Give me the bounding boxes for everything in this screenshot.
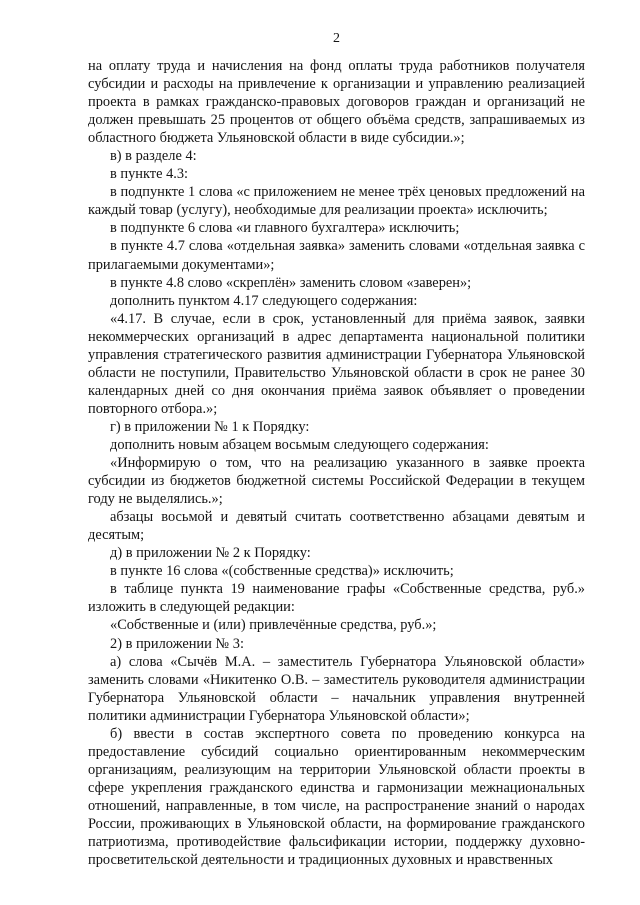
paragraph: в) в разделе 4:: [110, 148, 197, 165]
paragraph: г) в приложении № 1 к Порядку:: [110, 418, 310, 435]
paragraph: дополнить новым абзацем восьмым следующего содержания:: [110, 436, 489, 453]
paragraph: «Собственные и (или) привлечённые средства, руб.»;: [110, 617, 437, 634]
paragraph: в пункте 4.8 слово «скреплён» заменить словом «заверен»;: [110, 274, 472, 291]
paragraph: абзацы восьмой и девятый считать соответственно абзацами девятым и десятым;: [88, 509, 585, 544]
paragraph: «4.17. В случае, если в срок, установленный для приёма заявок, заявки некоммерческих организаций в адрес департамента национальной политики управления стратегического развития администрации Губернатора Ульяновской области не поступили, Правительство Ульяновской области в срок не ранее 30 календарных дней со дня окончания приёма заявок объявляет о проведении повторного отбора.»;: [88, 310, 585, 417]
paragraph: в пункте 4.3:: [110, 166, 189, 183]
paragraph: в подпункте 6 слова «и главного бухгалтера» исключить;: [110, 220, 460, 237]
paragraph: б) ввести в состав экспертного совета по проведению конкурса на предоставление субсидий социально ориентированным некоммерческим организациям, реализующим на территории Ульяновской области проекты в сфере укрепления гражданского единства и гармонизации межнациональных отношений, направленные, в том числе, на распространение знаний о народах России, проживающих в Ульяновской области, на формирование гражданского патриотизма, противодействие фальсификации истории, поддержку духовно-просветительской деятельности и традиционных духовных и нравственных: [88, 725, 585, 869]
page-number: 2: [333, 31, 340, 46]
paragraph: 2) в приложении № 3:: [110, 635, 244, 652]
paragraph: в пункте 4.7 слова «отдельная заявка» заменить словами «отдельная заявка с прилагаемыми документами»;: [88, 238, 585, 273]
paragraph: в таблице пункта 19 наименование графы «Собственные средства, руб.» изложить в следующей редакции:: [88, 581, 585, 616]
paragraph: в подпункте 1 слова «с приложением не менее трёх ценовых предложений на каждый товар (услугу), необходимые для реализации проекта» исключить;: [88, 184, 585, 219]
paragraph: «Информирую о том, что на реализацию указанного в заявке проекта субсидии из бюджетов бюджетной системы Российской Федерации в текущем году не выделялись.»;: [88, 455, 585, 508]
paragraph: д) в приложении № 2 к Порядку:: [110, 545, 311, 562]
paragraph: дополнить пунктом 4.17 следующего содержания:: [110, 292, 418, 309]
paragraph: а) слова «Сычёв М.А. – заместитель Губернатора Ульяновской области» заменить словами «Никитенко О.В. – заместитель руководителя администрации Губернатора Ульяновской области – начальник управления внутренней политики администрации Губернатора Ульяновской области»;: [88, 653, 585, 724]
paragraph: в пункте 16 слова «(собственные средства)» исключить;: [110, 563, 454, 580]
paragraph: на оплату труда и начисления на фонд оплаты труда работников получателя субсидии и расходы на привлечение к организации и управлению реализацией проекта в рамках гражданско-правовых договоров граждан и организаций не должен превышать 25 процентов от общего объёма средств, запрашиваемых из областного бюджета Ульяновской области в виде субсидии.»;: [88, 58, 585, 147]
